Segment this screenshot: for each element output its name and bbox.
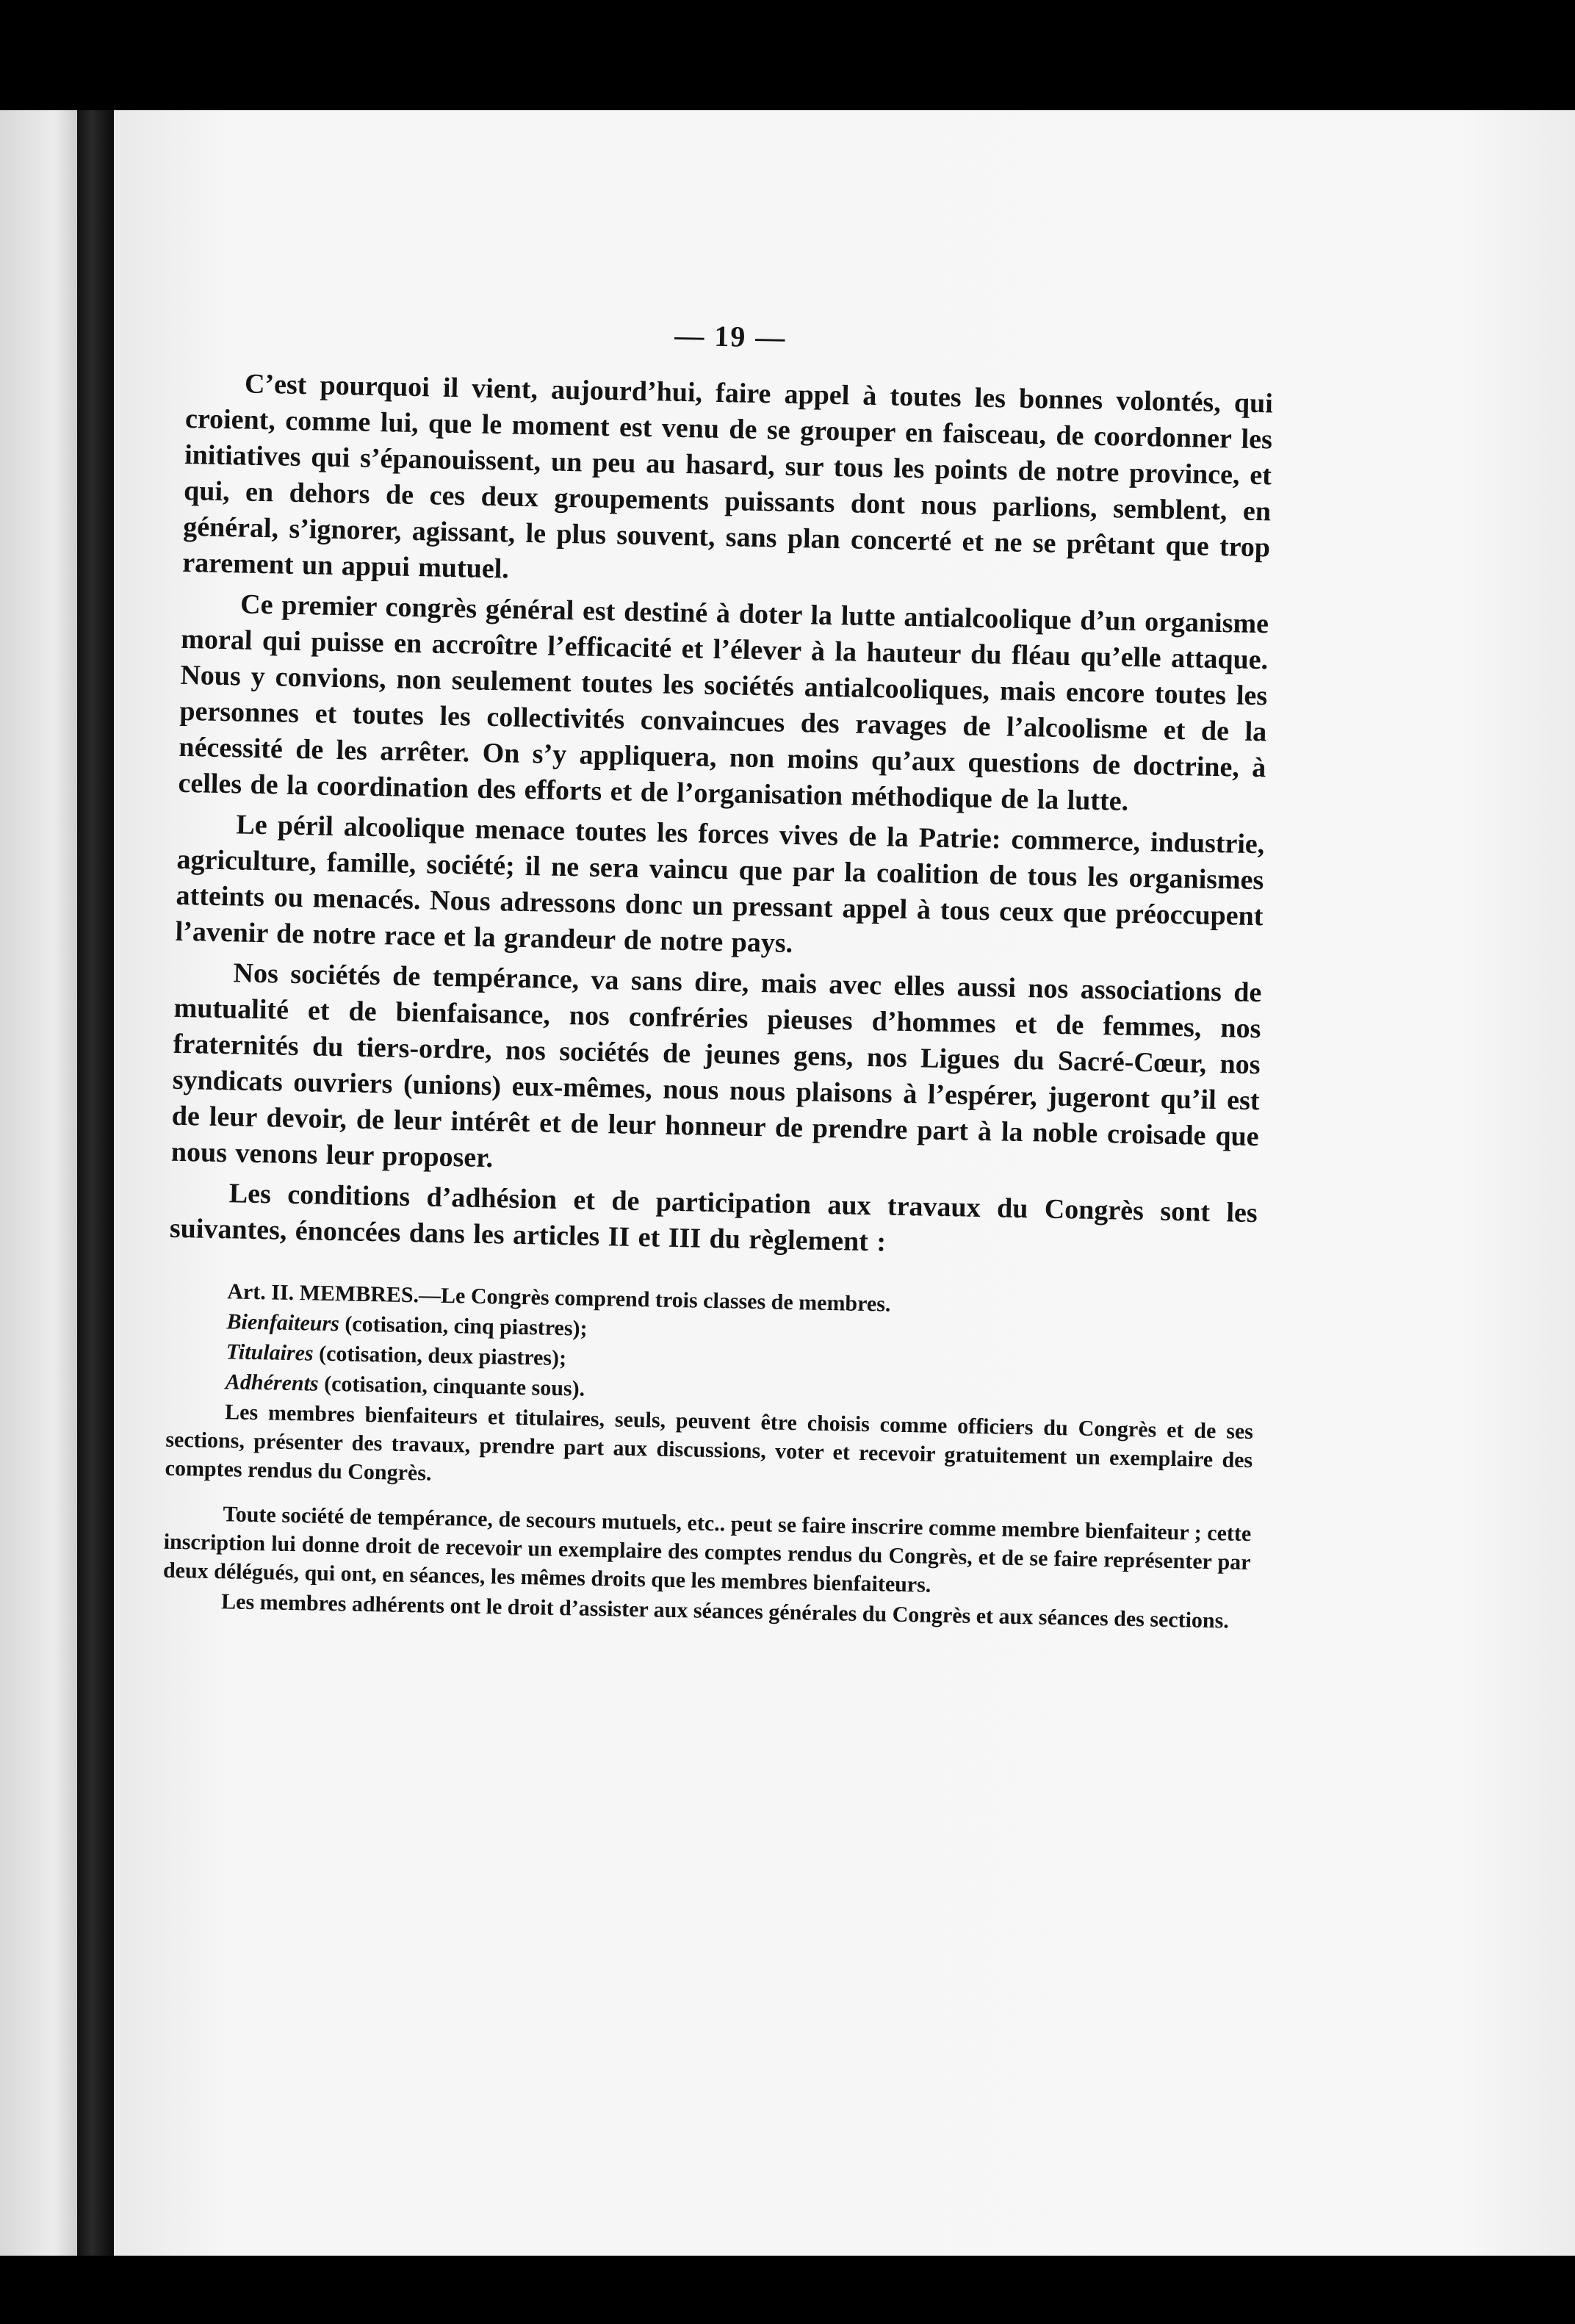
- body-paragraph-3: Le péril alcoolique menace toutes les forces vives de la Patrie: commerce, industrie, agriculture, famille, société; il ne sera vaincu que par la coalition de tous les organismes atteints ou menacés. Nous adressons donc un pressant appel à tous ceux que préoccupent l’avenir de notre race et la grandeur de notre pays.: [175, 809, 1265, 959]
- book-binding: [77, 110, 114, 2256]
- member-class-detail: (cotisation, deux piastres);: [318, 1341, 567, 1371]
- body-paragraph-5: Les conditions d’adhésion et de participation aux travaux du Congrès sont les suivantes, énoncées dans les articles II et III du règlement :: [169, 1178, 1258, 1258]
- article-heading: Art. II. MEMBRES.—Le Congrès comprend trois classes de membres.: [227, 1279, 891, 1317]
- page-number: — 19 —: [674, 318, 787, 354]
- body-paragraph-4: Nos sociétés de tempérance, va sans dire, mais avec elles aussi nos associations de mutualité et de bienfaisance, nos confréries pieuses d’hommes et de femmes, nos fraternités du tiers-ordre, nos sociétés de jeunes gens, nos Ligues du Sacré-Cœur, nos syndicats ouvriers (unions) eux-mêmes, nous nous plaisons à l’espérer, jugeront qu’il est de leur devoir, de leur intérêt et de leur honneur de prendre part à la noble croisade que nous venons leur proposer.: [170, 957, 1262, 1174]
- body-paragraph-1: C’est pourquoi il vient, aujourd’hui, faire appel à toutes les bonnes volontés, qui croient, comme lui, que le moment est venu de se grouper en faisceau, de coordonner les initiatives qui s’épanouissent, un peu au hasard, sur tous les points de notre province, et qui, en dehors de ces deux groupements puissants dont nous parlions, semblent, en général, s’ignorer, agissant, le plus souvent, sans plan concerté et ne se prêtant que trop rarement un appui mutuel.: [181, 368, 1274, 585]
- article-excerpt: [162, 1276, 1256, 1636]
- member-class-detail: (cotisation, cinquante sous).: [323, 1371, 585, 1401]
- member-class-name: Titulaires: [226, 1339, 314, 1366]
- facing-page-edge: [0, 110, 77, 2256]
- page-content: [162, 309, 1275, 1636]
- article-paragraph-2: Toute société de tempérance, de secours mutuels, etc.. peut se faire inscrire comme membre bienfaiteur ; cette inscription lui donne droit de recevoir un exemplaire des comptes rendus du Congrès, et de se faire représenter par deux délégués, qui ont, en séances, les mêmes droits que les membres bienfaiteurs.: [162, 1502, 1252, 1597]
- member-class-detail: (cotisation, cinq piastres);: [345, 1312, 588, 1341]
- document-page: [114, 110, 1575, 2256]
- member-class-name: Bienfaiteurs: [226, 1309, 340, 1337]
- member-class-name: Adhérents: [225, 1370, 319, 1396]
- article-paragraph-3: Les membres adhérents ont le droit d’assister aux séances générales du Congrès et aux séances des sections.: [220, 1589, 1230, 1633]
- body-paragraph-2: Ce premier congrès général est destiné à doter la lutte antialcoolique d’un organisme moral qui puisse en accroître l’efficacité et l’élever à la hauteur du fléau qu’elle attaque. Nous y convions, non seulement toutes les sociétés antialcooliques, mais encore toutes les personnes et toutes les collectivités convaincues des ravages de l’alcoolisme et de la nécessité de les arrêter. On s’y appliquera, non moins qu’aux questions de doctrine, à celles de la coordination des efforts et de l’organisation méthodique de la lutte.: [178, 589, 1269, 817]
- article-paragraph-1: Les membres bienfaiteurs et titulaires, seuls, peuvent être choisis comme officiers du Congrès et de ses sections, présenter des travaux, prendre part aux discussions, voter et recevoir gratuitement un exemplaire des comptes rendus du Congrès.: [165, 1400, 1254, 1486]
